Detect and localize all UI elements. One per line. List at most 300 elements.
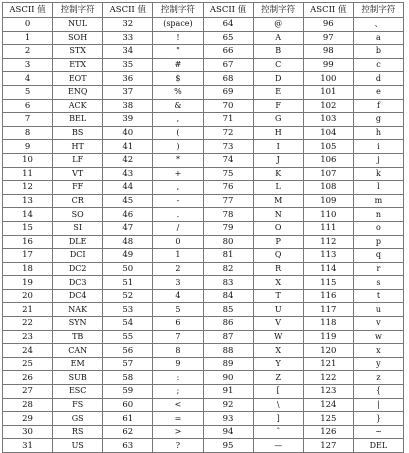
ascii-value-cell: 69 bbox=[203, 85, 253, 99]
ascii-value-cell: 24 bbox=[3, 344, 53, 358]
control-char-cell: DC3 bbox=[53, 276, 103, 290]
control-char-cell: \ bbox=[253, 398, 303, 412]
control-char-cell: CAN bbox=[53, 344, 103, 358]
table-row bbox=[3, 153, 404, 167]
ascii-value-cell: 67 bbox=[203, 58, 253, 72]
table-row bbox=[3, 181, 404, 195]
ascii-value-cell: 48 bbox=[103, 235, 153, 249]
ascii-value-cell: 101 bbox=[303, 85, 353, 99]
control-char-cell: HT bbox=[53, 140, 103, 154]
control-char-cell: Y bbox=[253, 357, 303, 371]
control-char-cell: . bbox=[153, 208, 203, 222]
ascii-value-cell: 22 bbox=[3, 317, 53, 331]
control-char-cell: SO bbox=[53, 208, 103, 222]
control-char-cell: G bbox=[253, 113, 303, 127]
header-control-char-3: 控制字符 bbox=[253, 3, 303, 18]
control-char-cell: 1 bbox=[153, 249, 203, 263]
control-char-cell: A bbox=[253, 31, 303, 45]
control-char-cell: H bbox=[253, 126, 303, 140]
control-char-cell: " bbox=[153, 45, 203, 59]
ascii-value-cell: 74 bbox=[203, 153, 253, 167]
ascii-value-cell: 3 bbox=[3, 58, 53, 72]
ascii-value-cell: 71 bbox=[203, 113, 253, 127]
table-row bbox=[3, 344, 404, 358]
ascii-value-cell: 123 bbox=[303, 385, 353, 399]
table-row bbox=[3, 113, 404, 127]
ascii-value-cell: 96 bbox=[303, 18, 353, 32]
ascii-value-cell: 93 bbox=[203, 412, 253, 426]
header-ascii-value-2: ASCII 值 bbox=[103, 3, 153, 18]
control-char-cell: % bbox=[153, 85, 203, 99]
ascii-value-cell: 85 bbox=[203, 303, 253, 317]
ascii-table bbox=[2, 2, 404, 453]
ascii-value-cell: 82 bbox=[203, 262, 253, 276]
control-char-cell: N bbox=[253, 208, 303, 222]
control-char-cell: X bbox=[253, 276, 303, 290]
ascii-value-cell: 16 bbox=[3, 235, 53, 249]
control-char-cell: SUB bbox=[53, 371, 103, 385]
control-char-cell: k bbox=[353, 167, 403, 181]
control-char-cell: ; bbox=[153, 385, 203, 399]
control-char-cell: RS bbox=[53, 425, 103, 439]
header-ascii-value-1: ASCII 值 bbox=[3, 3, 53, 18]
control-char-cell: B bbox=[253, 45, 303, 59]
header-control-char-2: 控制字符 bbox=[153, 3, 203, 18]
table-row bbox=[3, 412, 404, 426]
ascii-value-cell: 0 bbox=[3, 18, 53, 32]
control-char-cell: x bbox=[353, 344, 403, 358]
ascii-value-cell: 113 bbox=[303, 249, 353, 263]
ascii-value-cell: 90 bbox=[203, 371, 253, 385]
control-char-cell: X bbox=[253, 344, 303, 358]
control-char-cell: g bbox=[353, 113, 403, 127]
control-char-cell: j bbox=[353, 153, 403, 167]
ascii-value-cell: 60 bbox=[103, 398, 153, 412]
ascii-value-cell: 49 bbox=[103, 249, 153, 263]
ascii-value-cell: 63 bbox=[103, 439, 153, 453]
control-char-cell: ESC bbox=[53, 385, 103, 399]
control-char-cell: < bbox=[153, 398, 203, 412]
control-char-cell: GS bbox=[53, 412, 103, 426]
table-row bbox=[3, 208, 404, 222]
ascii-value-cell: 115 bbox=[303, 276, 353, 290]
control-char-cell: ˆ bbox=[253, 425, 303, 439]
control-char-cell: v bbox=[353, 317, 403, 331]
control-char-cell: f bbox=[353, 99, 403, 113]
ascii-value-cell: 104 bbox=[303, 126, 353, 140]
ascii-value-cell: 120 bbox=[303, 344, 353, 358]
ascii-value-cell: 13 bbox=[3, 194, 53, 208]
control-char-cell: BEL bbox=[53, 113, 103, 127]
control-char-cell: t bbox=[353, 289, 403, 303]
ascii-value-cell: 20 bbox=[3, 289, 53, 303]
control-char-cell: 4 bbox=[153, 289, 203, 303]
header-row bbox=[3, 3, 404, 18]
control-char-cell: C bbox=[253, 58, 303, 72]
ascii-value-cell: 42 bbox=[103, 153, 153, 167]
control-char-cell: { bbox=[353, 385, 403, 399]
control-char-cell: R bbox=[253, 262, 303, 276]
ascii-value-cell: 32 bbox=[103, 18, 153, 32]
ascii-value-cell: 87 bbox=[203, 330, 253, 344]
control-char-cell: I bbox=[253, 140, 303, 154]
control-char-cell: o bbox=[353, 221, 403, 235]
control-char-cell: @ bbox=[253, 18, 303, 32]
ascii-value-cell: 98 bbox=[303, 45, 353, 59]
ascii-value-cell: 39 bbox=[103, 113, 153, 127]
ascii-value-cell: 21 bbox=[3, 303, 53, 317]
control-char-cell: u bbox=[353, 303, 403, 317]
control-char-cell: SOH bbox=[53, 31, 103, 45]
ascii-value-cell: 47 bbox=[103, 221, 153, 235]
ascii-value-cell: 4 bbox=[3, 72, 53, 86]
control-char-cell: Q bbox=[253, 249, 303, 263]
control-char-cell: 、 bbox=[353, 18, 403, 32]
ascii-value-cell: 10 bbox=[3, 153, 53, 167]
control-char-cell: c bbox=[353, 58, 403, 72]
control-char-cell: 7 bbox=[153, 330, 203, 344]
ascii-value-cell: 35 bbox=[103, 58, 153, 72]
ascii-value-cell: 25 bbox=[3, 357, 53, 371]
table-row bbox=[3, 140, 404, 154]
ascii-value-cell: 59 bbox=[103, 385, 153, 399]
ascii-value-cell: 112 bbox=[303, 235, 353, 249]
ascii-value-cell: 122 bbox=[303, 371, 353, 385]
control-char-cell: n bbox=[353, 208, 403, 222]
control-char-cell: } bbox=[353, 412, 403, 426]
ascii-value-cell: 88 bbox=[203, 344, 253, 358]
control-char-cell: ? bbox=[153, 439, 203, 453]
ascii-value-cell: 125 bbox=[303, 412, 353, 426]
ascii-value-cell: 54 bbox=[103, 317, 153, 331]
control-char-cell: ENQ bbox=[53, 85, 103, 99]
ascii-value-cell: 52 bbox=[103, 289, 153, 303]
table-row bbox=[3, 439, 404, 453]
table-row bbox=[3, 398, 404, 412]
control-char-cell: NAK bbox=[53, 303, 103, 317]
control-char-cell: i bbox=[353, 140, 403, 154]
ascii-value-cell: 55 bbox=[103, 330, 153, 344]
ascii-value-cell: 19 bbox=[3, 276, 53, 290]
control-char-cell: VT bbox=[53, 167, 103, 181]
control-char-cell: 8 bbox=[153, 344, 203, 358]
control-char-cell: DLE bbox=[53, 235, 103, 249]
table-row bbox=[3, 249, 404, 263]
ascii-value-cell: 73 bbox=[203, 140, 253, 154]
ascii-value-cell: 61 bbox=[103, 412, 153, 426]
ascii-value-cell: 44 bbox=[103, 181, 153, 195]
control-char-cell: ( bbox=[153, 126, 203, 140]
table-row bbox=[3, 317, 404, 331]
ascii-value-cell: 92 bbox=[203, 398, 253, 412]
control-char-cell: (space) bbox=[153, 18, 203, 32]
control-char-cell: L bbox=[253, 181, 303, 195]
table-row bbox=[3, 385, 404, 399]
ascii-value-cell: 77 bbox=[203, 194, 253, 208]
control-char-cell: z bbox=[353, 371, 403, 385]
header-ascii-value-3: ASCII 值 bbox=[203, 3, 253, 18]
ascii-value-cell: 114 bbox=[303, 262, 353, 276]
table-row bbox=[3, 85, 404, 99]
ascii-value-cell: 109 bbox=[303, 194, 353, 208]
ascii-value-cell: 27 bbox=[3, 385, 53, 399]
ascii-value-cell: 2 bbox=[3, 45, 53, 59]
table-row bbox=[3, 18, 404, 32]
control-char-cell: T bbox=[253, 289, 303, 303]
control-char-cell: w bbox=[353, 330, 403, 344]
ascii-value-cell: 94 bbox=[203, 425, 253, 439]
ascii-value-cell: 28 bbox=[3, 398, 53, 412]
ascii-value-cell: 81 bbox=[203, 249, 253, 263]
ascii-value-cell: 15 bbox=[3, 221, 53, 235]
ascii-value-cell: 103 bbox=[303, 113, 353, 127]
ascii-value-cell: 64 bbox=[203, 18, 253, 32]
control-char-cell: Z bbox=[253, 371, 303, 385]
control-char-cell: FS bbox=[53, 398, 103, 412]
control-char-cell: M bbox=[253, 194, 303, 208]
control-char-cell: > bbox=[153, 425, 203, 439]
control-char-cell: e bbox=[353, 85, 403, 99]
ascii-value-cell: 95 bbox=[203, 439, 253, 453]
ascii-value-cell: 40 bbox=[103, 126, 153, 140]
ascii-value-cell: 108 bbox=[303, 181, 353, 195]
ascii-value-cell: 23 bbox=[3, 330, 53, 344]
ascii-value-cell: 8 bbox=[3, 126, 53, 140]
ascii-value-cell: 121 bbox=[303, 357, 353, 371]
ascii-value-cell: 37 bbox=[103, 85, 153, 99]
ascii-value-cell: 5 bbox=[3, 85, 53, 99]
control-char-cell: * bbox=[153, 153, 203, 167]
control-char-cell: LF bbox=[53, 153, 103, 167]
ascii-value-cell: 1 bbox=[3, 31, 53, 45]
control-char-cell: E bbox=[253, 85, 303, 99]
control-char-cell: 9 bbox=[153, 357, 203, 371]
ascii-value-cell: 57 bbox=[103, 357, 153, 371]
table-row bbox=[3, 58, 404, 72]
ascii-value-cell: 119 bbox=[303, 330, 353, 344]
ascii-value-cell: 46 bbox=[103, 208, 153, 222]
control-char-cell: NUL bbox=[53, 18, 103, 32]
control-char-cell: US bbox=[53, 439, 103, 453]
ascii-value-cell: 126 bbox=[303, 425, 353, 439]
control-char-cell: ACK bbox=[53, 99, 103, 113]
control-char-cell: 5 bbox=[153, 303, 203, 317]
control-char-cell: — bbox=[253, 439, 303, 453]
ascii-value-cell: 118 bbox=[303, 317, 353, 331]
ascii-value-cell: 18 bbox=[3, 262, 53, 276]
ascii-value-cell: 127 bbox=[303, 439, 353, 453]
ascii-value-cell: 43 bbox=[103, 167, 153, 181]
control-char-cell: d bbox=[353, 72, 403, 86]
control-char-cell: SYN bbox=[53, 317, 103, 331]
ascii-value-cell: 58 bbox=[103, 371, 153, 385]
control-char-cell: q bbox=[353, 249, 403, 263]
control-char-cell: 0 bbox=[153, 235, 203, 249]
ascii-value-cell: 29 bbox=[3, 412, 53, 426]
ascii-value-cell: 26 bbox=[3, 371, 53, 385]
control-char-cell: ) bbox=[153, 140, 203, 154]
table-header bbox=[3, 3, 404, 18]
ascii-value-cell: 107 bbox=[303, 167, 353, 181]
ascii-value-cell: 100 bbox=[303, 72, 353, 86]
ascii-value-cell: 41 bbox=[103, 140, 153, 154]
control-char-cell: K bbox=[253, 167, 303, 181]
control-char-cell: [ bbox=[253, 385, 303, 399]
table-row bbox=[3, 276, 404, 290]
control-char-cell: ~ bbox=[353, 425, 403, 439]
control-char-cell: STX bbox=[53, 45, 103, 59]
ascii-value-cell: 83 bbox=[203, 276, 253, 290]
ascii-value-cell: 99 bbox=[303, 58, 353, 72]
ascii-value-cell: 110 bbox=[303, 208, 353, 222]
control-char-cell: , bbox=[153, 113, 203, 127]
ascii-value-cell: 6 bbox=[3, 99, 53, 113]
table-row bbox=[3, 31, 404, 45]
control-char-cell: s bbox=[353, 276, 403, 290]
control-char-cell: + bbox=[153, 167, 203, 181]
ascii-value-cell: 102 bbox=[303, 99, 353, 113]
ascii-value-cell: 31 bbox=[3, 439, 53, 453]
ascii-value-cell: 80 bbox=[203, 235, 253, 249]
control-char-cell: 6 bbox=[153, 317, 203, 331]
table-row bbox=[3, 357, 404, 371]
ascii-value-cell: 30 bbox=[3, 425, 53, 439]
control-char-cell: # bbox=[153, 58, 203, 72]
control-char-cell: U bbox=[253, 303, 303, 317]
ascii-value-cell: 84 bbox=[203, 289, 253, 303]
control-char-cell: O bbox=[253, 221, 303, 235]
control-char-cell: / bbox=[153, 221, 203, 235]
control-char-cell: b bbox=[353, 45, 403, 59]
control-char-cell: DEL bbox=[353, 439, 403, 453]
control-char-cell: = bbox=[153, 412, 203, 426]
ascii-value-cell: 105 bbox=[303, 140, 353, 154]
ascii-value-cell: 17 bbox=[3, 249, 53, 263]
ascii-value-cell: 9 bbox=[3, 140, 53, 154]
control-char-cell: 3 bbox=[153, 276, 203, 290]
table-row bbox=[3, 303, 404, 317]
ascii-value-cell: 124 bbox=[303, 398, 353, 412]
ascii-value-cell: 38 bbox=[103, 99, 153, 113]
control-char-cell: m bbox=[353, 194, 403, 208]
control-char-cell: P bbox=[253, 235, 303, 249]
ascii-value-cell: 11 bbox=[3, 167, 53, 181]
table-row bbox=[3, 221, 404, 235]
control-char-cell: ETX bbox=[53, 58, 103, 72]
ascii-value-cell: 45 bbox=[103, 194, 153, 208]
control-char-cell: - bbox=[153, 194, 203, 208]
ascii-value-cell: 79 bbox=[203, 221, 253, 235]
ascii-value-cell: 53 bbox=[103, 303, 153, 317]
table-row bbox=[3, 371, 404, 385]
control-char-cell: DCI bbox=[53, 249, 103, 263]
control-char-cell: ] bbox=[253, 412, 303, 426]
control-char-cell: D bbox=[253, 72, 303, 86]
control-char-cell: BS bbox=[53, 126, 103, 140]
ascii-value-cell: 68 bbox=[203, 72, 253, 86]
control-char-cell: y bbox=[353, 357, 403, 371]
ascii-value-cell: 106 bbox=[303, 153, 353, 167]
ascii-value-cell: 66 bbox=[203, 45, 253, 59]
ascii-value-cell: 89 bbox=[203, 357, 253, 371]
ascii-value-cell: 70 bbox=[203, 99, 253, 113]
ascii-value-cell: 116 bbox=[303, 289, 353, 303]
ascii-value-cell: 36 bbox=[103, 72, 153, 86]
table-row bbox=[3, 126, 404, 140]
ascii-value-cell: 14 bbox=[3, 208, 53, 222]
ascii-value-cell: 34 bbox=[103, 45, 153, 59]
ascii-value-cell: 111 bbox=[303, 221, 353, 235]
control-char-cell: DC2 bbox=[53, 262, 103, 276]
control-char-cell: SI bbox=[53, 221, 103, 235]
table-row bbox=[3, 235, 404, 249]
control-char-cell: CR bbox=[53, 194, 103, 208]
table-row bbox=[3, 45, 404, 59]
table-row bbox=[3, 72, 404, 86]
table-row bbox=[3, 262, 404, 276]
ascii-value-cell: 75 bbox=[203, 167, 253, 181]
control-char-cell: W bbox=[253, 330, 303, 344]
table-row bbox=[3, 330, 404, 344]
ascii-value-cell: 97 bbox=[303, 31, 353, 45]
header-control-char-4: 控制字符 bbox=[353, 3, 403, 18]
ascii-value-cell: 33 bbox=[103, 31, 153, 45]
control-char-cell: TB bbox=[53, 330, 103, 344]
control-char-cell: p bbox=[353, 235, 403, 249]
table-row bbox=[3, 425, 404, 439]
ascii-value-cell: 78 bbox=[203, 208, 253, 222]
ascii-value-cell: 56 bbox=[103, 344, 153, 358]
ascii-value-cell: 51 bbox=[103, 276, 153, 290]
ascii-value-cell: 7 bbox=[3, 113, 53, 127]
control-char-cell: & bbox=[153, 99, 203, 113]
control-char-cell: a bbox=[353, 31, 403, 45]
ascii-value-cell: 86 bbox=[203, 317, 253, 331]
ascii-value-cell: 50 bbox=[103, 262, 153, 276]
ascii-value-cell: 72 bbox=[203, 126, 253, 140]
ascii-value-cell: 76 bbox=[203, 181, 253, 195]
control-char-cell: , bbox=[153, 181, 203, 195]
table-row bbox=[3, 99, 404, 113]
control-char-cell: r bbox=[353, 262, 403, 276]
control-char-cell: l bbox=[353, 181, 403, 195]
control-char-cell: : bbox=[153, 371, 203, 385]
control-char-cell: DC4 bbox=[53, 289, 103, 303]
control-char-cell: V bbox=[253, 317, 303, 331]
ascii-value-cell: 12 bbox=[3, 181, 53, 195]
control-char-cell: EM bbox=[53, 357, 103, 371]
table-row bbox=[3, 167, 404, 181]
ascii-value-cell: 65 bbox=[203, 31, 253, 45]
control-char-cell: $ bbox=[153, 72, 203, 86]
ascii-value-cell: 117 bbox=[303, 303, 353, 317]
control-char-cell: J bbox=[253, 153, 303, 167]
table-body bbox=[3, 18, 404, 453]
control-char-cell: 2 bbox=[153, 262, 203, 276]
control-char-cell: FF bbox=[53, 181, 103, 195]
table-row bbox=[3, 194, 404, 208]
header-control-char-1: 控制字符 bbox=[53, 3, 103, 18]
table-row bbox=[3, 289, 404, 303]
control-char-cell: EOT bbox=[53, 72, 103, 86]
control-char-cell: F bbox=[253, 99, 303, 113]
control-char-cell: h bbox=[353, 126, 403, 140]
ascii-value-cell: 62 bbox=[103, 425, 153, 439]
control-char-cell: ! bbox=[153, 31, 203, 45]
ascii-value-cell: 91 bbox=[203, 385, 253, 399]
control-char-cell: | bbox=[353, 398, 403, 412]
header-ascii-value-4: ASCII 值 bbox=[303, 3, 353, 18]
